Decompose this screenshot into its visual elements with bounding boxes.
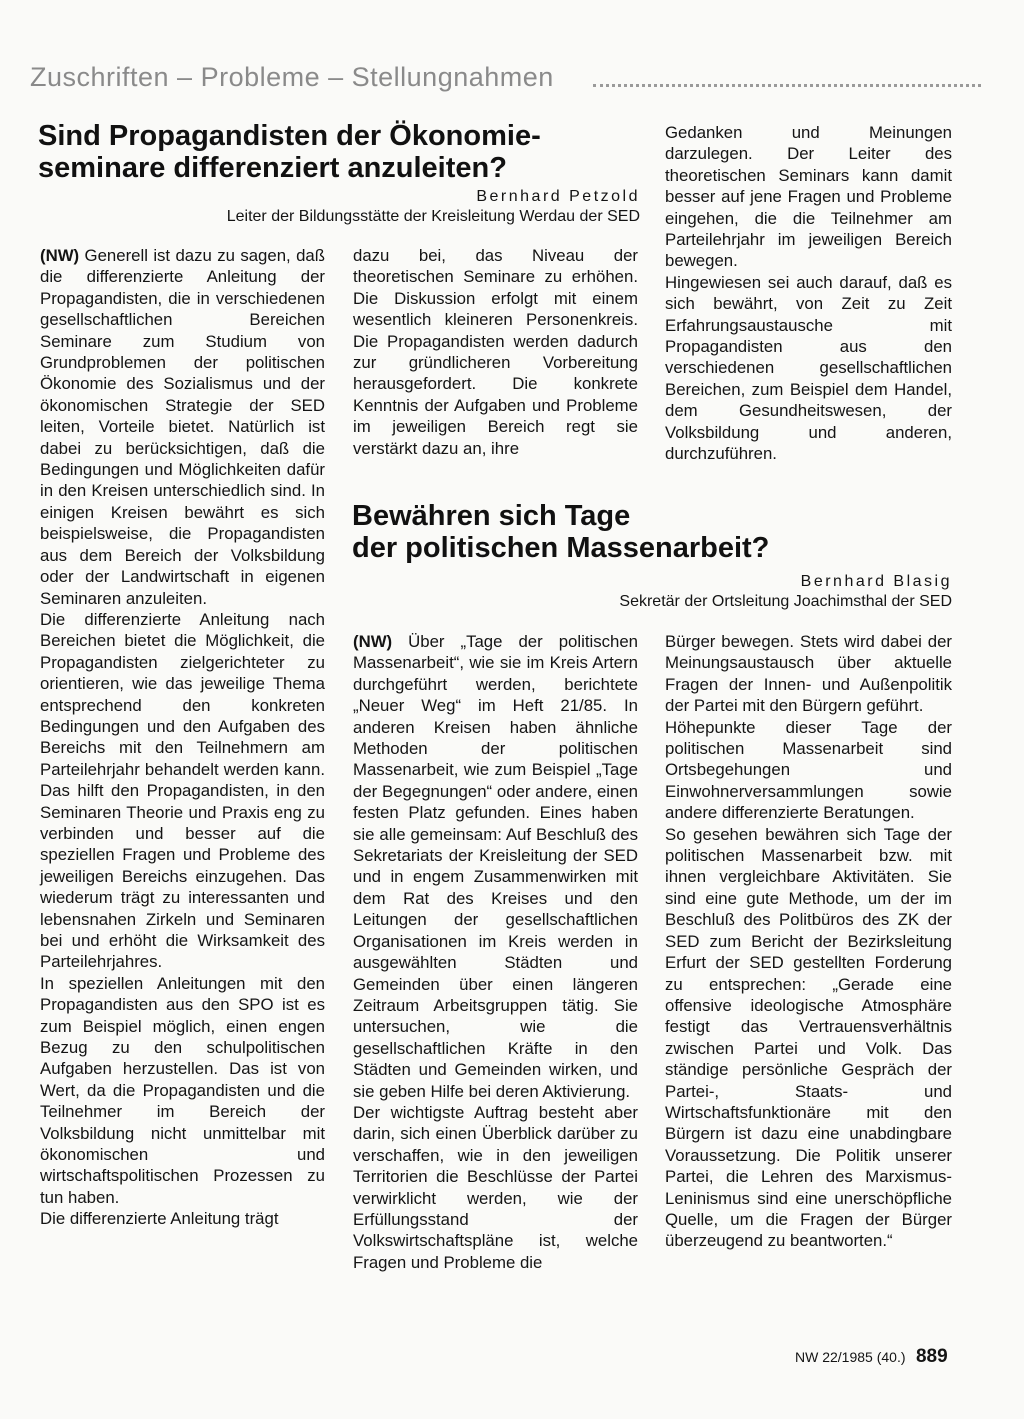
article1-title [38,120,638,184]
article2-col2-p2: Der wichtigste Auftrag besteht aber darin, sich einen Überblick darüber zu verschaffen, wie in den jeweiligen Territorien die Beschlüsse der Partei verwirklicht werden, wie der Erfüllungsstand der Volkswirtschaftspläne ist, welche Fragen und Probleme die [353,1102,638,1272]
article1-column-1 [40,245,325,1230]
article1-title-line2: seminare differenziert anzuleiten? [38,152,507,184]
article1-lead-tag: (NW) [40,246,80,265]
article2-lead-tag: (NW) [353,632,393,651]
article2-author-role: Sekretär der Ortsleitung Joachimsthal der SED [619,593,952,610]
article1-col1-p4: Die differenzierte Anleitung trägt [40,1209,279,1229]
section-header-rule [593,84,981,87]
article2-column-2 [665,631,952,1252]
section-header-text: Zuschriften – Probleme – Stellungnahmen [30,62,554,92]
article2-paragraph [353,631,638,1102]
article2-byline [410,572,952,612]
article2-title-line2: der politischen Massenarbeit? [352,532,770,564]
article1-col1-p3: In speziellen Anleitungen mit den Propagandisten aus den SPO ist es zum Beispiel möglich, einen engen Bezug zu den schulpolitischen Aufgaben herzustellen. Das ist von Wert, da die Propagandisten und die Teilnehmer im Bereich der Volksbildung nicht unmittelbar mit ökonomischen und wirtschaftspolitischen Prozessen zu tun haben. [40,973,325,1207]
article2-col2-p1: Über „Tage der politischen Massenarbeit“, wie sie im Kreis Artern durchgeführt werden, berichtete „Neuer Weg“ im Heft 21/85. In anderen Kreisen haben ähnliche Methoden der politischen Massenarbeit, wie zum Beispiel „Tage der Begegnungen“ oder andere, einen festen Platz gefunden. Eines haben sie alle gemeinsam: Auf Beschluß des Sekretariats der Kreisleitung der SED und in engem Zusammenwirken mit dem Rat des Kreises und den Leitungen der gesellschaftlichen Organisationen im Kreis werden in ausgewählten Städten und Gemeinden über einen längeren Zeitraum Arbeitsgruppen tätig. Sie untersuchen, wie die gesellschaftlichen Kräfte in den Städten und Gemeinden wirken, und sie geben Hilfe bei deren Aktivierung. [353,632,638,1101]
article2-column-1 [353,631,638,1273]
page-footer [795,1346,955,1376]
article1-col2-p1: dazu bei, das Niveau der theoretischen Seminare zu erhöhen. Die Diskussion erfolgt mit einem wesentlich kleineren Personenkreis. Die Propagandisten werden dadurch zur gründlicheren Vorbereitung herausgefordert. Die konkrete Kenntnis der Aufgaben und Probleme im jeweiligen Bereich regt sie verstärkt dazu an, ihre [353,246,638,458]
article1-author-role: Leiter der Bildungsstätte der Kreisleitung Werdau der SED [226,208,640,225]
page-number: 889 [915,1346,948,1367]
article1-col3-p2: Hingewiesen sei auch darauf, daß es sich bewährt, von Zeit zu Zeit Erfahrungsaustausche mit Propagandisten aus den verschiedenen gesellschaftlichen Bereichen, zum Beispiel dem Handel, dem Gesundheitswesen, der Volksbildung und anderen, durchzuführen. [665,272,952,464]
article2-author-name: Bernhard Blasig [800,573,952,590]
issue-number: NW 22/1985 (40.) [795,1349,906,1365]
article2-col3-p1: Bürger bewegen. Stets wird dabei der Meinungsaustausch über aktuelle Fragen der Innen- und Außenpolitik der Partei mit den Bürgern geführt. [665,632,952,716]
article2-title [352,500,952,564]
section-header [30,62,980,98]
article1-byline [100,187,640,227]
article1-paragraph [40,245,325,609]
article1-author-name: Bernhard Petzold [476,188,640,205]
article2-col3-p3: So gesehen bewähren sich Tage der politischen Massenarbeit bzw. mit ihnen vergleichbare Aktivitäten. Sie sind eine gute Methode, um der im Beschluß des Politbüros des ZK der SED zum Bericht der Bezirksleitung Erfurt der SED gestellten Forderung zu entsprechen: „Gerade eine offensive ideologische Atmosphäre festigt das Vertrauensverhältnis zwischen Partei und Volk. Das ständige persönliche Gespräch der Partei-, Staats- und Wirtschaftsfunktionäre mit den Bürgern ist dazu eine unabdingbare Voraussetzung. Die Politik unserer Partei, die Lehren des Marxismus-Leninismus sind eine unerschöpfliche Quelle, um die Fragen der Bürger überzeugend zu beantworten.“ [665,824,952,1251]
article2-title-line1: Bewähren sich Tage [352,500,631,532]
article2-col3-p2: Höhepunkte dieser Tage der politischen Massenarbeit sind Ortsbegehungen und Einwohnerversammlungen sowie andere differenzierte Beratungen. [665,717,952,823]
article1-col3-p1: Gedanken und Meinungen darzulegen. Der Leiter des theoretischen Seminars kann damit besser auf jene Fragen und Probleme eingehen, die die Teilnehmer am Parteilehrjahr im jeweiligen Bereich bewegen. [665,123,952,271]
article1-column-3 [665,122,952,465]
article1-col1-p1: Generell ist dazu zu sagen, daß die differenzierte Anleitung der Propagandisten, die in verschiedenen gesellschaftlichen Bereichen Seminare zum Studium von Grundproblemen der politischen Ökonomie des Sozialismus und der ökonomischen Strategie der SED leiten, Vorteile bietet. Natürlich ist dabei zu berücksichtigen, daß die Bedingungen und Möglichkeiten dafür in den Kreisen unterschiedlich sind. In einigen Kreisen bewährt es sich beispielsweise, die Propagandisten aus dem Bereich der Volksbildung oder der Landwirtschaft in eigenen Seminaren anzuleiten. [40,246,325,608]
article1-title-line1: Sind Propagandisten der Ökonomie- [38,120,541,152]
article1-column-2 [353,245,638,459]
article1-col1-p2: Die differenzierte Anleitung nach Bereichen bietet die Möglichkeit, die Propagandisten zielgerichteter zu orientieren, wie das jeweilige Thema entsprechend den konkreten Bedingungen und den Aufgaben des Bereichs mit den Teilnehmern am Parteilehrjahr behandelt werden kann. Das hilft den Propagandisten, in den Seminaren Theorie und Praxis eng zu verbinden und besser auf die speziellen Fragen und Probleme des jeweiligen Bereichs einzugehen. Das wiederum trägt zu interessanten und lebensnahen Zirkeln und Seminaren bei und erhöht die Wirksamkeit des Parteilehrjahres. [40,609,325,972]
